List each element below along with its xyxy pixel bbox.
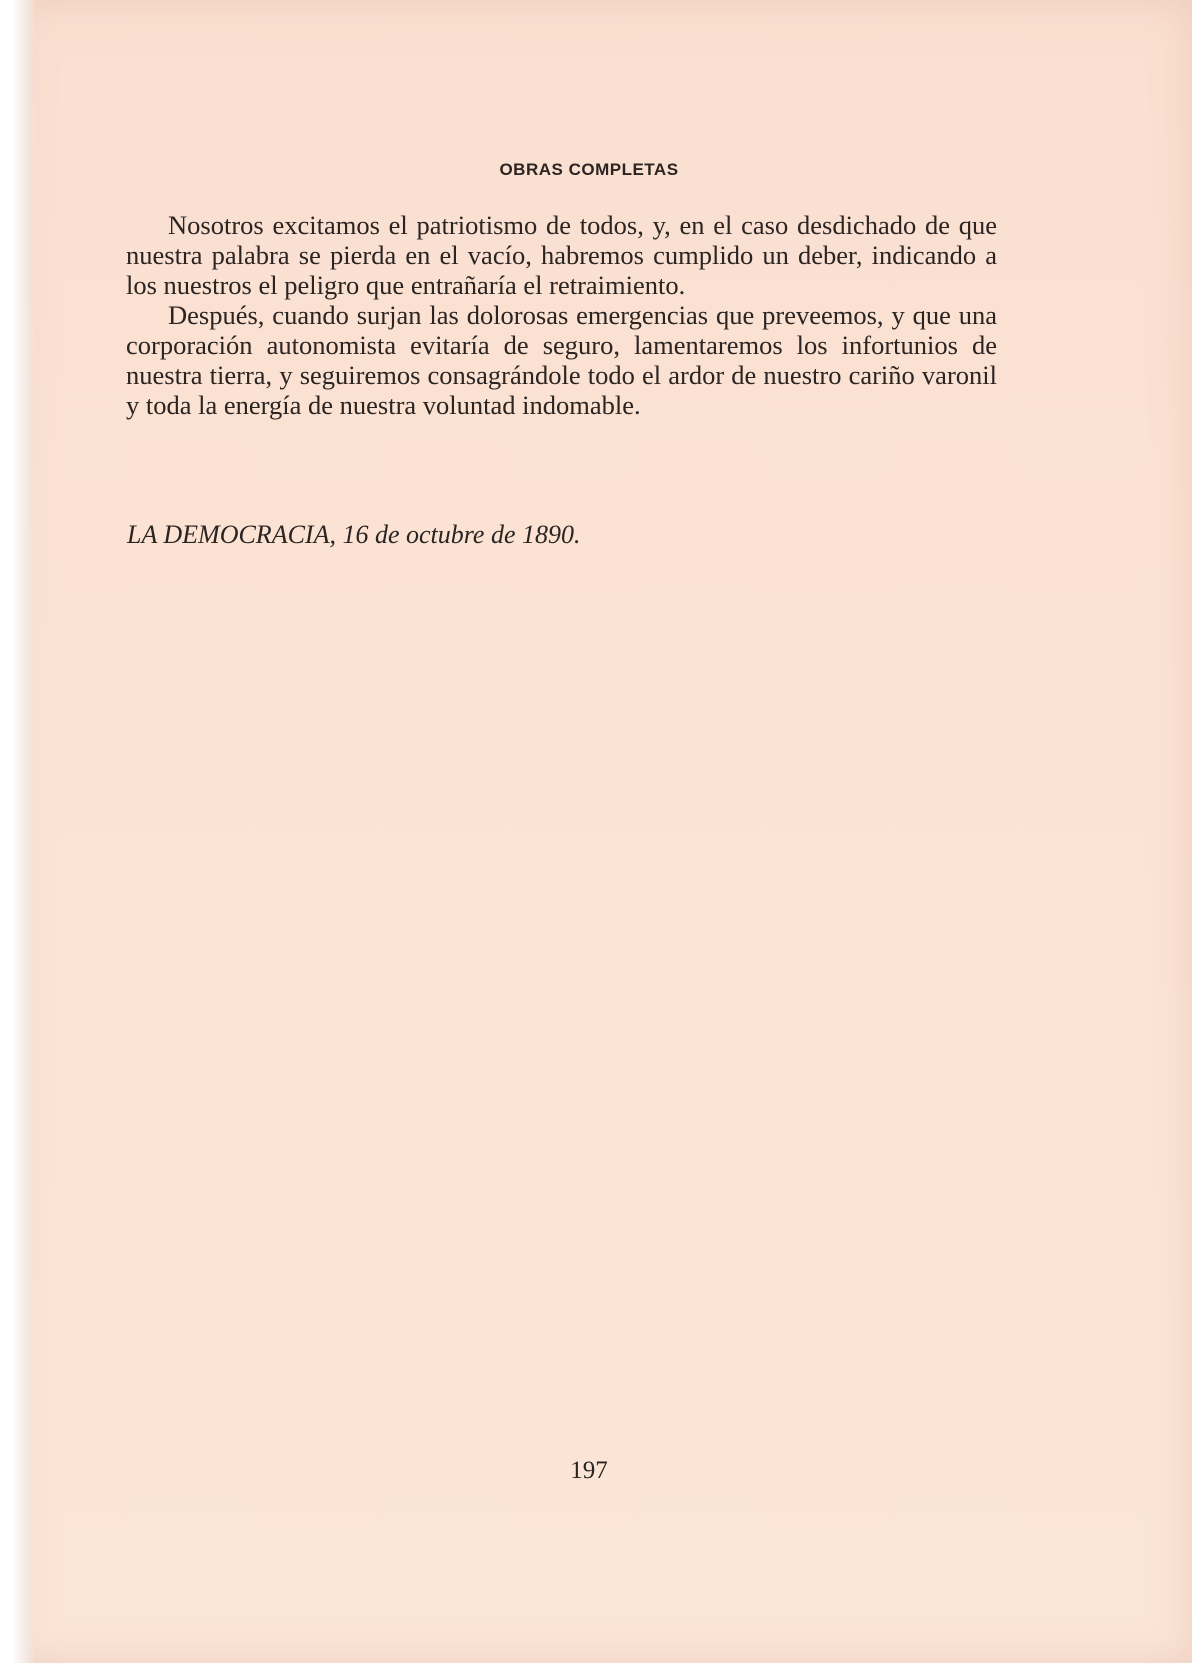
page-number: 197 — [570, 1457, 608, 1484]
body-text — [126, 210, 997, 420]
page-edge — [14, 0, 36, 1663]
source-attribution: LA DEMOCRACIA, 16 de octubre de 1890. — [127, 520, 581, 549]
book-page — [14, 0, 1192, 1663]
paragraph: Después, cuando surjan las dolorosas emergencias que preveemos, y que una corporación autonomista evitaría de seguro, lamentaremos los infortunios de nuestra tierra, y seguiremos consagrándole todo el ardor de nuestro cariño varonil y toda la energía de nuestra voluntad indomable. — [126, 300, 997, 420]
running-head: OBRAS COMPLETAS — [499, 160, 679, 179]
paragraph: Nosotros excitamos el patriotismo de todos, y, en el caso desdichado de que nuestra palabra se pierda en el vacío, habremos cumplido un deber, indicando a los nuestros el peligro que entrañaría el retraimiento. — [126, 210, 997, 300]
